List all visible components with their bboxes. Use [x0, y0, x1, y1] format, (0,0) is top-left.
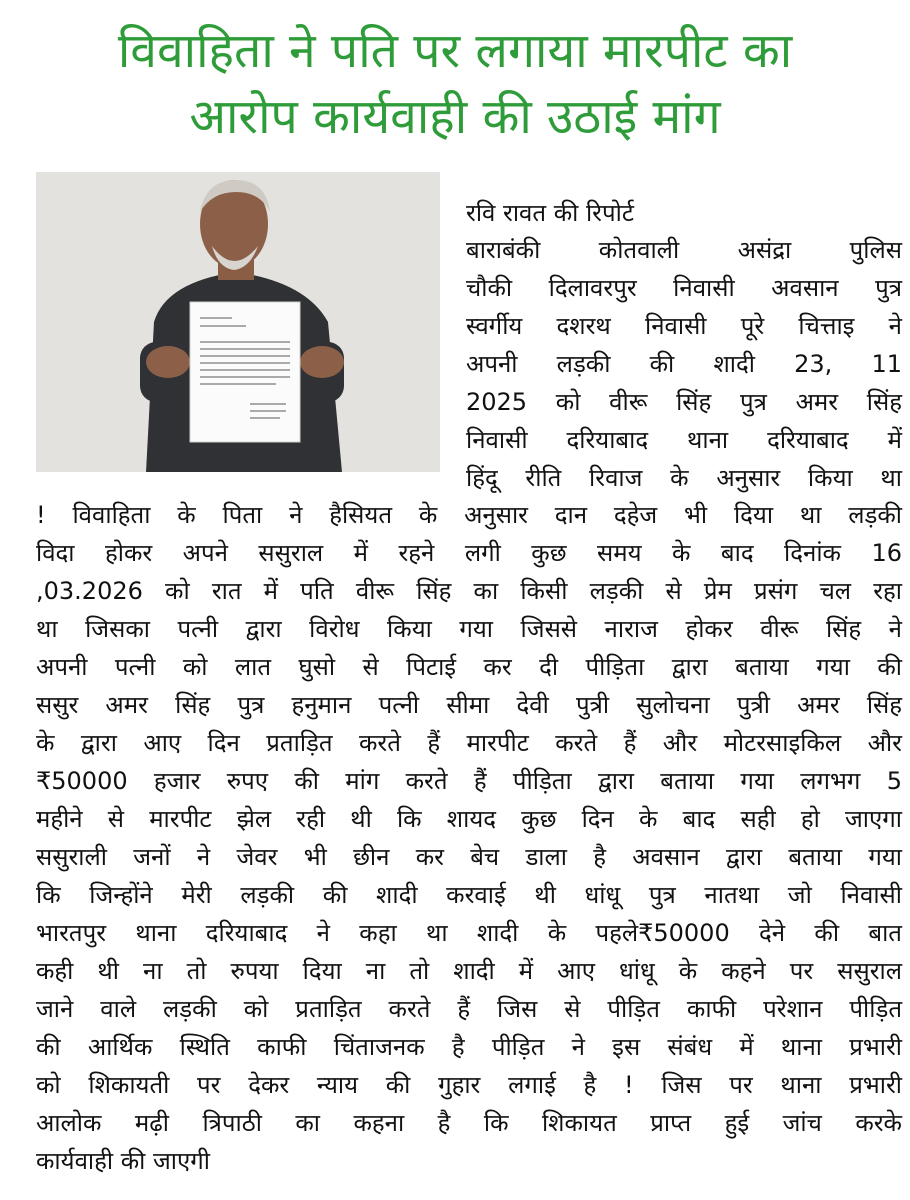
text-line: ! विवाहिता के पिता ने हैसियत के अनुसार दान दहेज भी दिया था लड़की	[36, 501, 902, 529]
article-side-column	[466, 231, 902, 497]
man-holding-letter-illustration	[36, 172, 440, 472]
text-line: चौकी दिलावरपुर निवासी अवसान पुत्र	[466, 274, 902, 302]
text-line: भारतपुर थाना दरियाबाद ने कहा था शादी के पहले₹50000 देने की बात	[36, 919, 902, 947]
headline-line-2: आरोप कार्यवाही की उठाई मांग	[189, 89, 721, 145]
headline-line-1: विवाहिता ने पति पर लगाया मारपीट का	[117, 23, 793, 79]
text-line: था जिसका पत्नी द्वारा विरोध किया गया जिससे नाराज होकर वीरू सिंह ने	[36, 615, 902, 643]
text-line: कि जिन्होंने मेरी लड़की की शादी करवाई थी धांधू पुत्र नातथा जो निवासी	[36, 881, 902, 909]
text-line: हिंदू रीति रिवाज के अनुसार किया था	[466, 464, 902, 492]
text-line: आलोक मढ़ी त्रिपाठी का कहना है कि शिकायत प्राप्त हुई जांच करके	[36, 1109, 902, 1137]
byline: रवि रावत की रिपोर्ट	[466, 199, 634, 227]
text-line: अपनी लड़की की शादी 23, 11	[466, 350, 902, 378]
text-line: महीने से मारपीट झेल रही थी कि शायद कुछ दिन के बाद सही हो जाएगा	[36, 805, 902, 833]
text-line: ससुराली जनों ने जेवर भी छीन कर बेच डाला है अवसान द्वारा बताया गया	[36, 843, 902, 871]
text-line: बाराबंकी कोतवाली असंद्रा पुलिस	[466, 236, 902, 264]
article-body	[36, 496, 902, 1180]
news-photo	[36, 172, 440, 472]
text-line: विदा होकर अपने ससुराल में रहने लगी कुछ समय के बाद दिनांक 16	[36, 539, 902, 567]
text-line: की आर्थिक स्थिति काफी चिंताजनक है पीड़ित ने इस संबंध में थाना प्रभारी	[36, 1033, 902, 1061]
text-line: जाने वाले लड़की को प्रताड़ित करते हैं जिस से पीड़ित काफी परेशान पीड़ित	[36, 995, 902, 1023]
text-line: ससुर अमर सिंह पुत्र हनुमान पत्नी सीमा देवी पुत्री सुलोचना पुत्री अमर सिंह	[36, 691, 902, 719]
text-line: ₹50000 हजार रुपए की मांग करते हैं पीड़िता द्वारा बताया गया लगभग 5	[36, 767, 902, 795]
text-line: कार्यवाही की जाएगी	[36, 1147, 211, 1175]
text-line: निवासी दरियाबाद थाना दरियाबाद में	[466, 426, 902, 454]
text-line: के द्वारा आए दिन प्रताड़ित करते हैं मारपीट करते हैं और मोटरसाइकिल और	[36, 729, 902, 757]
text-line: 2025 को वीरू सिंह पुत्र अमर सिंह	[466, 388, 902, 416]
text-line: ,03.2026 को रात में पति वीरू सिंह का किसी लड़की से प्रेम प्रसंग चल रहा	[36, 577, 902, 605]
text-line: कही थी ना तो रुपया दिया ना तो शादी में आए धांधू के कहने पर ससुराल	[36, 957, 902, 985]
text-line: अपनी पत्नी को लात घुसो से पिटाई कर दी पीड़िता द्वारा बताया गया की	[36, 653, 902, 681]
headline	[0, 18, 910, 150]
text-line: को शिकायती पर देकर न्याय की गुहार लगाई है ! जिस पर थाना प्रभारी	[36, 1071, 902, 1099]
text-line: स्वर्गीय दशरथ निवासी पूरे चित्ताइ ने	[466, 312, 902, 340]
